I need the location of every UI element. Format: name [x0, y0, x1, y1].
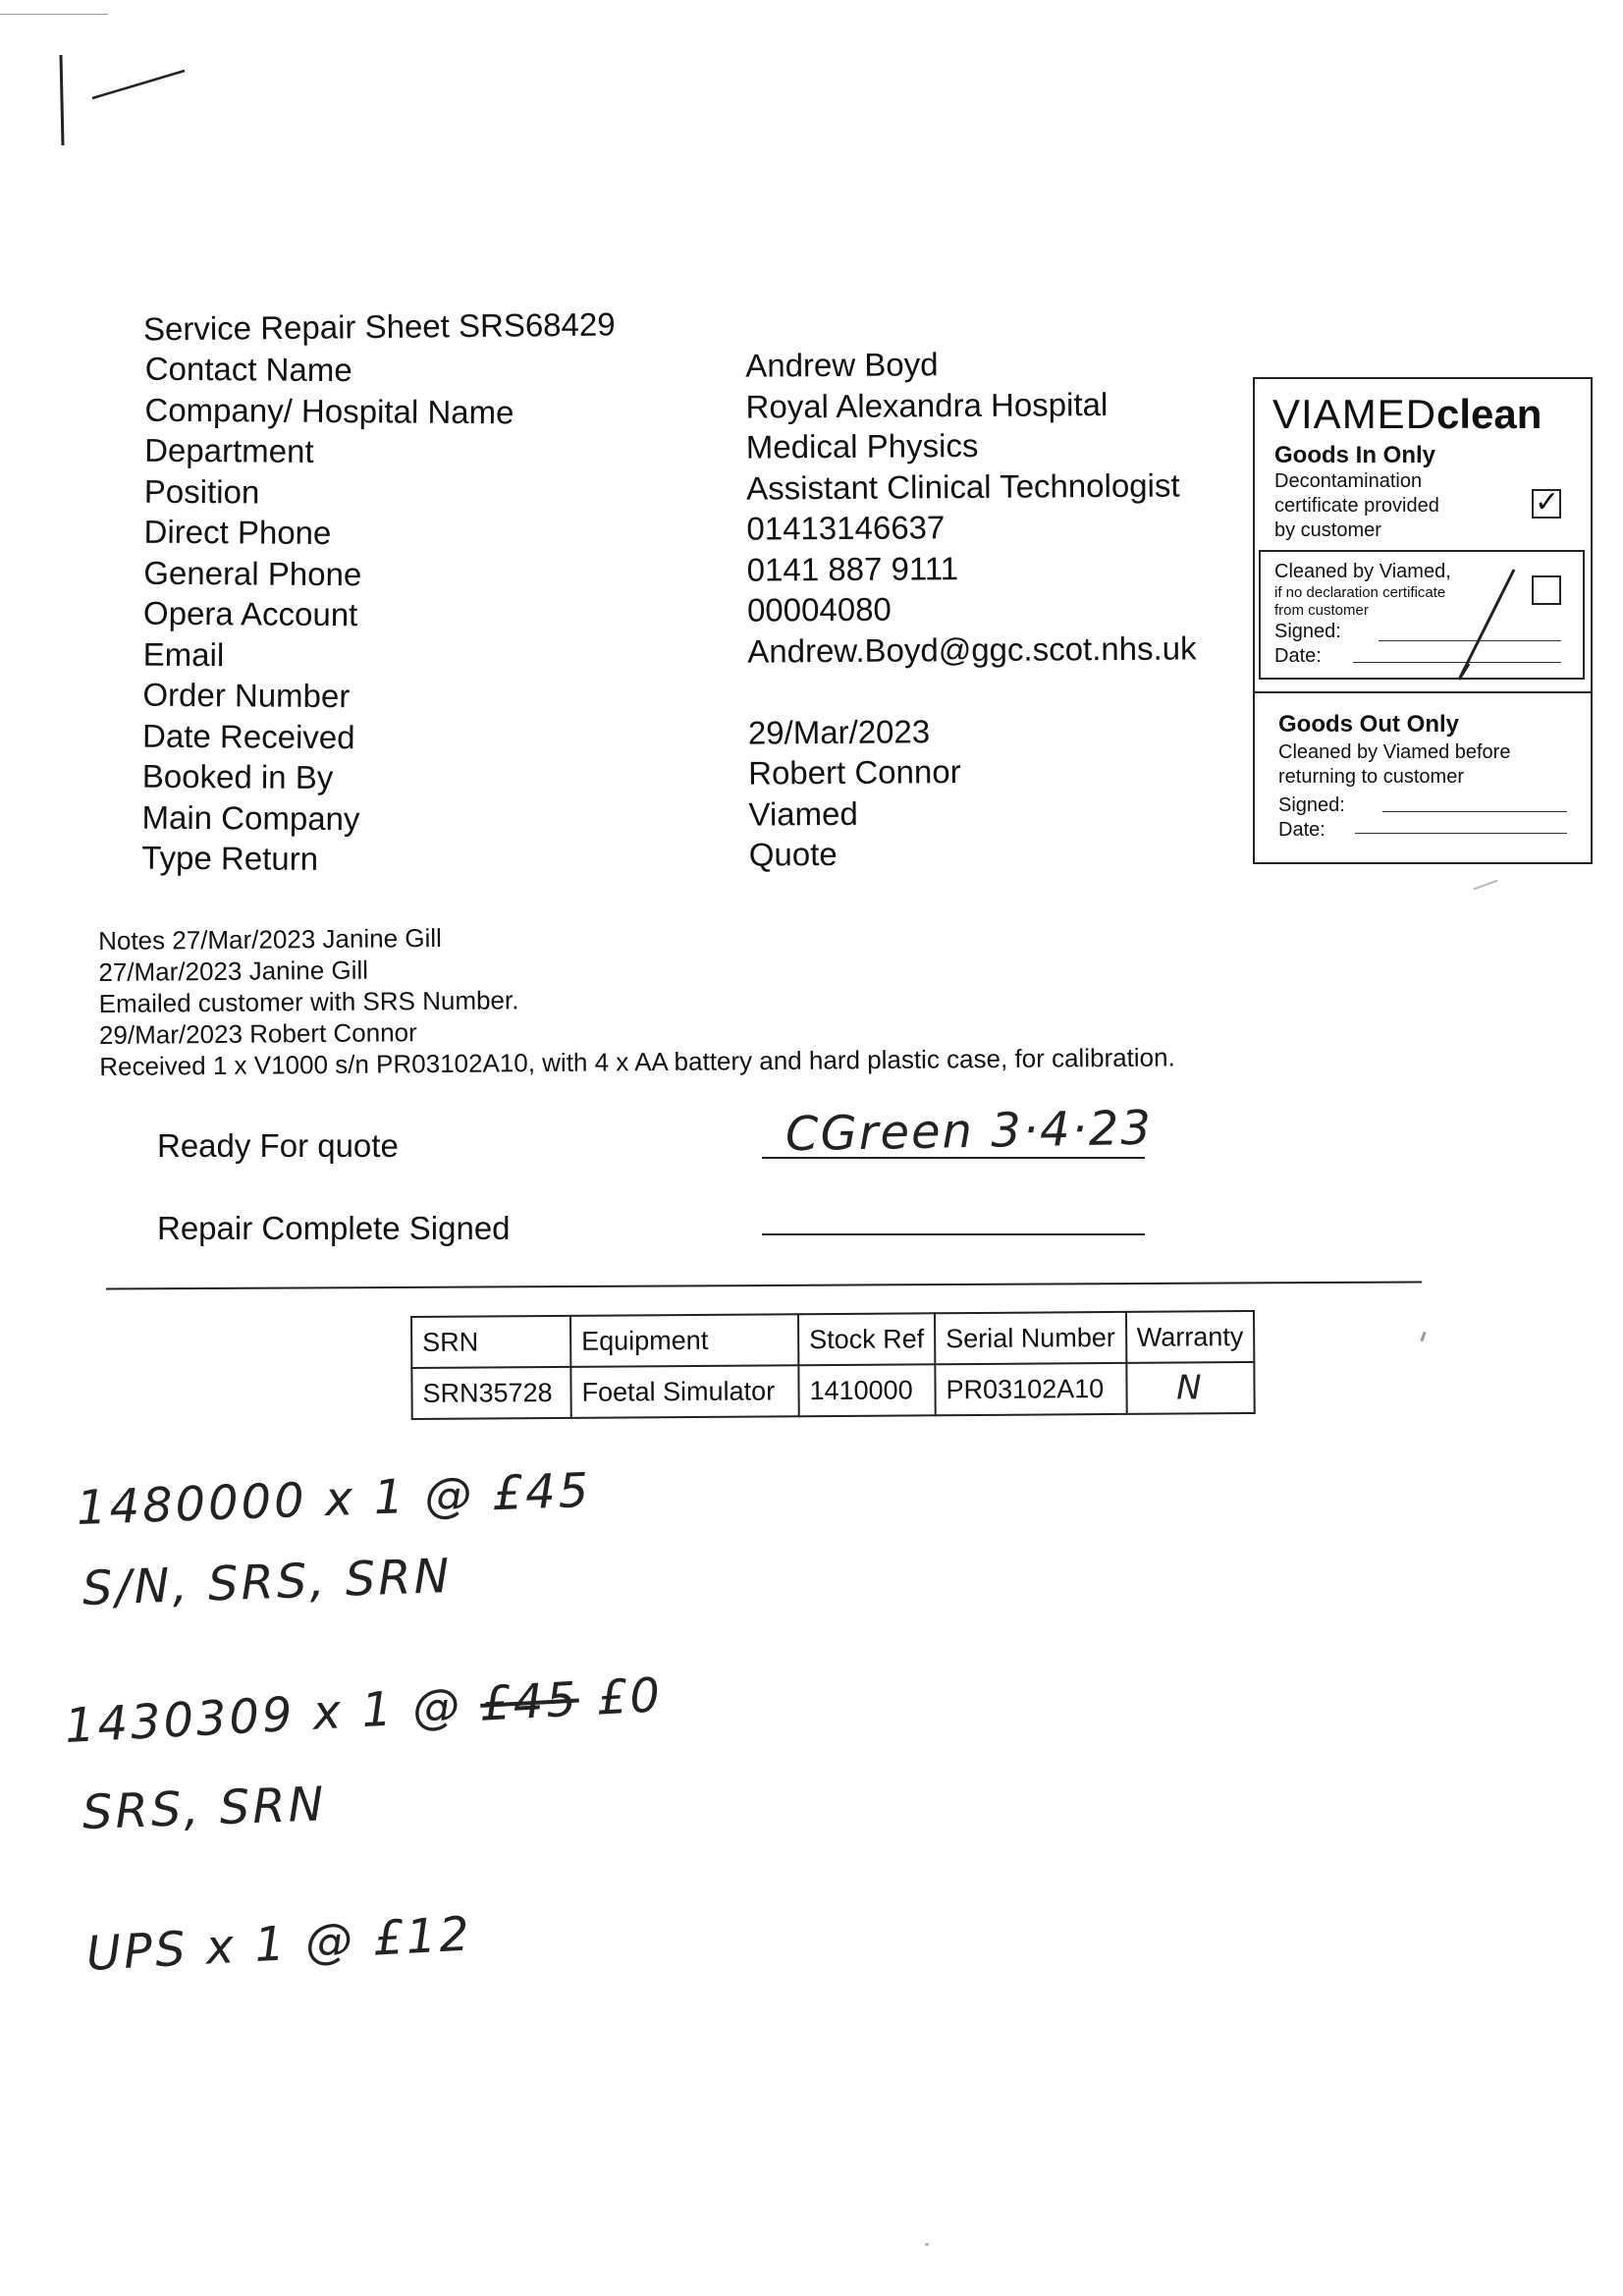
out-date-label: Date:: [1278, 819, 1325, 841]
label-main-company: Main Company: [141, 798, 360, 837]
label-department: Department: [144, 431, 314, 469]
value-order-number: [747, 668, 1197, 712]
label-general-phone: General Phone: [143, 554, 362, 592]
check-mark-icon: ✓: [1535, 486, 1560, 519]
value-contact-name: Andrew Boyd: [745, 346, 939, 384]
slash-drawing: [1453, 566, 1522, 683]
label-email: Email: [142, 635, 225, 673]
out-signed-label: Signed:: [1278, 794, 1345, 816]
table-header-row: [411, 1311, 1254, 1368]
handwritten-line-4: SRS, SRN: [81, 1777, 328, 1840]
label-booked-in-by: Booked in By: [141, 757, 334, 796]
cell-srn: SRN35728: [411, 1367, 570, 1419]
decon-line-3: by customer: [1274, 519, 1381, 541]
value-opera-account: 00004080: [746, 590, 892, 629]
handwritten-struck-price: £45: [478, 1671, 581, 1732]
cleaned-line-1: Cleaned by Viamed,: [1274, 561, 1451, 582]
decon-line-2: certificate provided: [1274, 495, 1439, 517]
repair-complete-signature-line: [762, 1233, 1145, 1235]
cleaned-line-3: from customer: [1274, 602, 1369, 619]
value-direct-phone: 01413146637: [746, 509, 946, 547]
field-values: [745, 342, 1198, 875]
ready-for-quote-label: Ready For quote: [157, 1127, 399, 1164]
handwritten-line-5: UPS x 1 @ £12: [84, 1906, 474, 1982]
label-opera-account: Opera Account: [142, 594, 358, 633]
decon-line-1: Decontamination: [1274, 470, 1423, 492]
scan-speck: [925, 2243, 929, 2246]
equipment-table: [410, 1310, 1256, 1420]
goods-separator: [1253, 691, 1591, 693]
value-booked-in-by: Robert Connor: [748, 753, 961, 792]
decon-text: [1274, 469, 1439, 543]
viamed-clean-logo: [1272, 391, 1542, 438]
note-line: 27/Mar/2023 Janine Gill: [98, 955, 369, 987]
label-date-received: Date Received: [142, 717, 355, 755]
header-srn: SRN: [411, 1316, 570, 1368]
out-signed-line: [1382, 811, 1567, 812]
cleaned-checkbox[interactable]: [1532, 575, 1561, 605]
cleaned-line-2: if no declaration certificate: [1274, 584, 1446, 601]
page-title: Service Repair Sheet SRS68429: [142, 305, 616, 348]
goods-out-text: [1278, 740, 1510, 843]
corner-marks-drawing: [53, 43, 190, 151]
cell-stock-ref: 1410000: [798, 1364, 935, 1416]
goods-in-title: Goods In Only: [1274, 442, 1436, 468]
goods-out-title: Goods Out Only: [1278, 711, 1459, 738]
handwritten-line-1: 1480000 x 1 @ £45: [76, 1462, 593, 1536]
out-date-line: [1355, 833, 1567, 834]
label-type-return: Type Return: [141, 839, 319, 877]
handwritten-line-3-end: £0: [577, 1667, 665, 1727]
value-email: Andrew.Boyd@ggc.scot.nhs.uk: [747, 629, 1197, 670]
header-equipment: Equipment: [570, 1314, 798, 1367]
scan-top-rule: [0, 14, 108, 15]
value-company: Royal Alexandra Hospital: [745, 385, 1109, 425]
handwritten-line-2: S/N, SRS, SRN: [81, 1548, 454, 1616]
label-direct-phone: Direct Phone: [143, 513, 332, 552]
label-order-number: Order Number: [142, 676, 351, 715]
decon-checkbox[interactable]: [1532, 486, 1561, 519]
label-contact-name: Contact Name: [144, 350, 352, 389]
ready-signature: CGreen 3·4·23: [784, 1100, 1154, 1163]
header-warranty: Warranty: [1126, 1311, 1255, 1363]
cleaned-date-label: Date:: [1274, 645, 1322, 667]
value-department: Medical Physics: [745, 426, 979, 465]
ready-signature-line: [762, 1157, 1145, 1159]
cell-equipment: Foetal Simulator: [570, 1365, 798, 1418]
logo-clean: clean: [1436, 391, 1542, 437]
handwritten-line-3: [64, 1667, 665, 1754]
cleaned-signed-label: Signed:: [1274, 621, 1341, 642]
notes-section: [98, 915, 1175, 1082]
scan-speck: [1473, 880, 1497, 891]
handwritten-line-3-start: 1430309 x 1 @: [63, 1676, 482, 1754]
repair-complete-label: Repair Complete Signed: [157, 1210, 511, 1246]
section-divider: [106, 1281, 1422, 1289]
header-stock-ref: Stock Ref: [798, 1313, 935, 1365]
corner-marks: [53, 43, 190, 151]
cell-warranty: N: [1126, 1362, 1255, 1414]
note-line: 29/Mar/2023 Robert Connor: [98, 1017, 417, 1050]
field-labels: [141, 349, 514, 881]
value-date-received: 29/Mar/2023: [747, 712, 931, 751]
out-line-1: Cleaned by Viamed before: [1278, 741, 1511, 763]
label-position: Position: [143, 472, 260, 511]
note-line: Emailed customer with SRS Number.: [98, 985, 519, 1018]
value-position: Assistant Clinical Technologist: [746, 466, 1180, 507]
handwritten-slash-mark: [1453, 566, 1522, 688]
note-line: Notes 27/Mar/2023 Janine Gill: [98, 922, 443, 956]
table-row: [411, 1362, 1254, 1419]
label-company: Company/ Hospital Name: [144, 391, 514, 430]
scan-speck: [1420, 1332, 1426, 1341]
value-general-phone: 0141 887 9111: [746, 549, 959, 588]
out-line-2: returning to customer: [1278, 766, 1464, 788]
note-line: Received 1 x V1000 s/n PR03102A10, with 4 x AA battery and hard plastic case, for calibration.: [99, 1042, 1175, 1081]
value-main-company: Viamed: [748, 794, 858, 833]
cell-serial-number: PR03102A10: [935, 1363, 1126, 1415]
header-serial-number: Serial Number: [935, 1312, 1126, 1364]
value-type-return: Quote: [748, 835, 838, 873]
logo-viamed: VIAMED: [1272, 391, 1437, 437]
cleaned-text: [1274, 560, 1451, 669]
